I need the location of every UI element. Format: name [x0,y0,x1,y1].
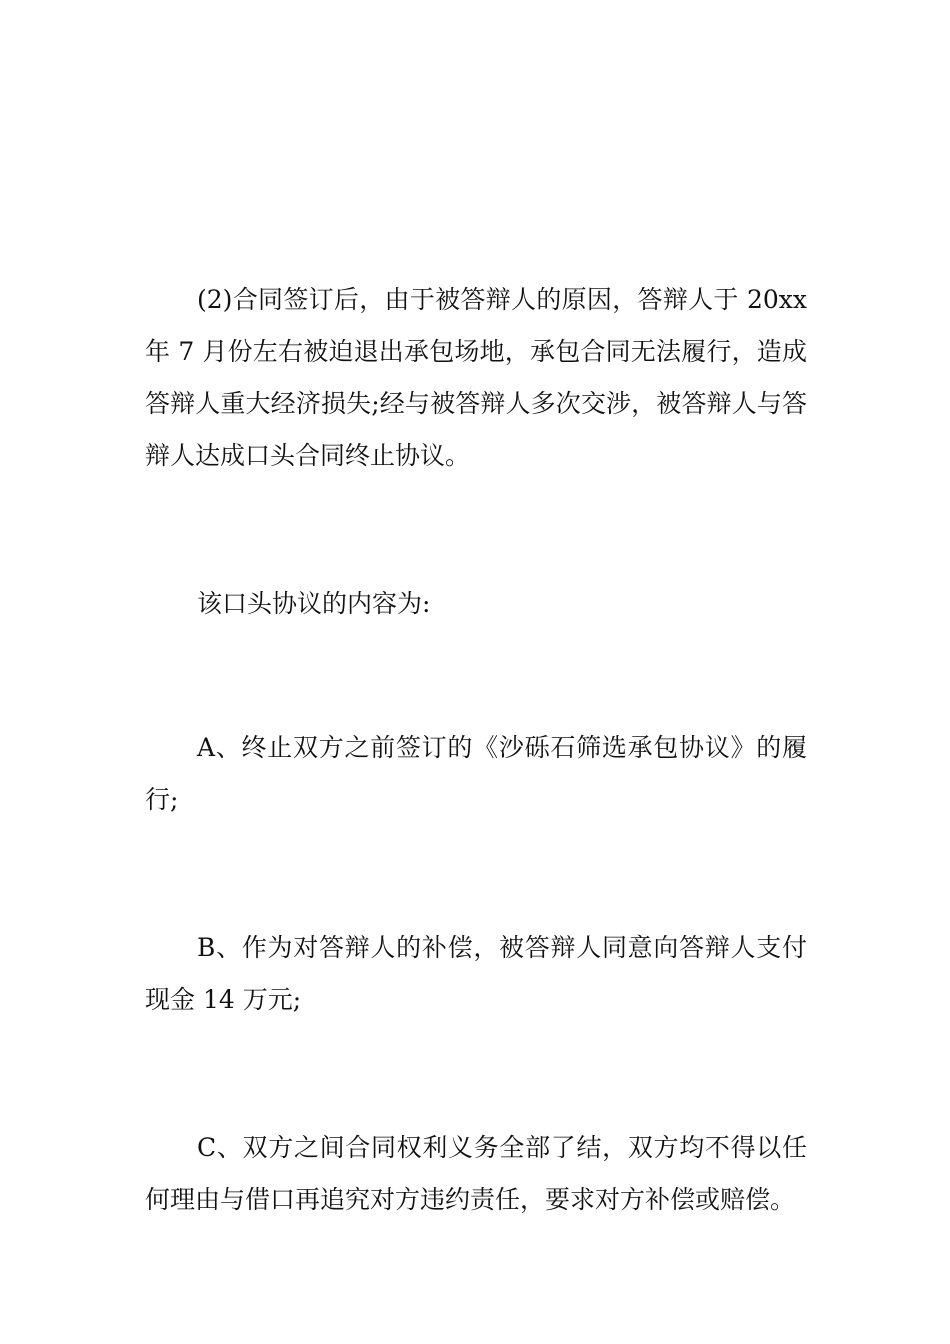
paragraph-clause-a: A、终止双方之前签订的《沙砾石筛选承包协议》的履行; [145,733,807,814]
paragraph-clause-b: B、作为对答辩人的补偿，被答辩人同意向答辩人支付现金 14 万元; [145,933,807,1014]
paragraph-oral-agreement-intro: 该口头协议的内容为: [197,589,431,618]
paragraph-contract-termination: (2)合同签订后，由于被答辩人的原因，答辩人于 20xx 年 7 月份左右被迫退出承包场地，承包合同无法履行，造成答辩人重大经济损失;经与被答辩人多次交涉，被答辩人与答辩人达成口头合同终止协议。 [145,285,807,470]
paragraph-clause-c: C、双方之间合同权利义务全部了结，双方均不得以任何理由与借口再追究对方违约责任，要求对方补偿或赔偿。 [145,1133,807,1214]
